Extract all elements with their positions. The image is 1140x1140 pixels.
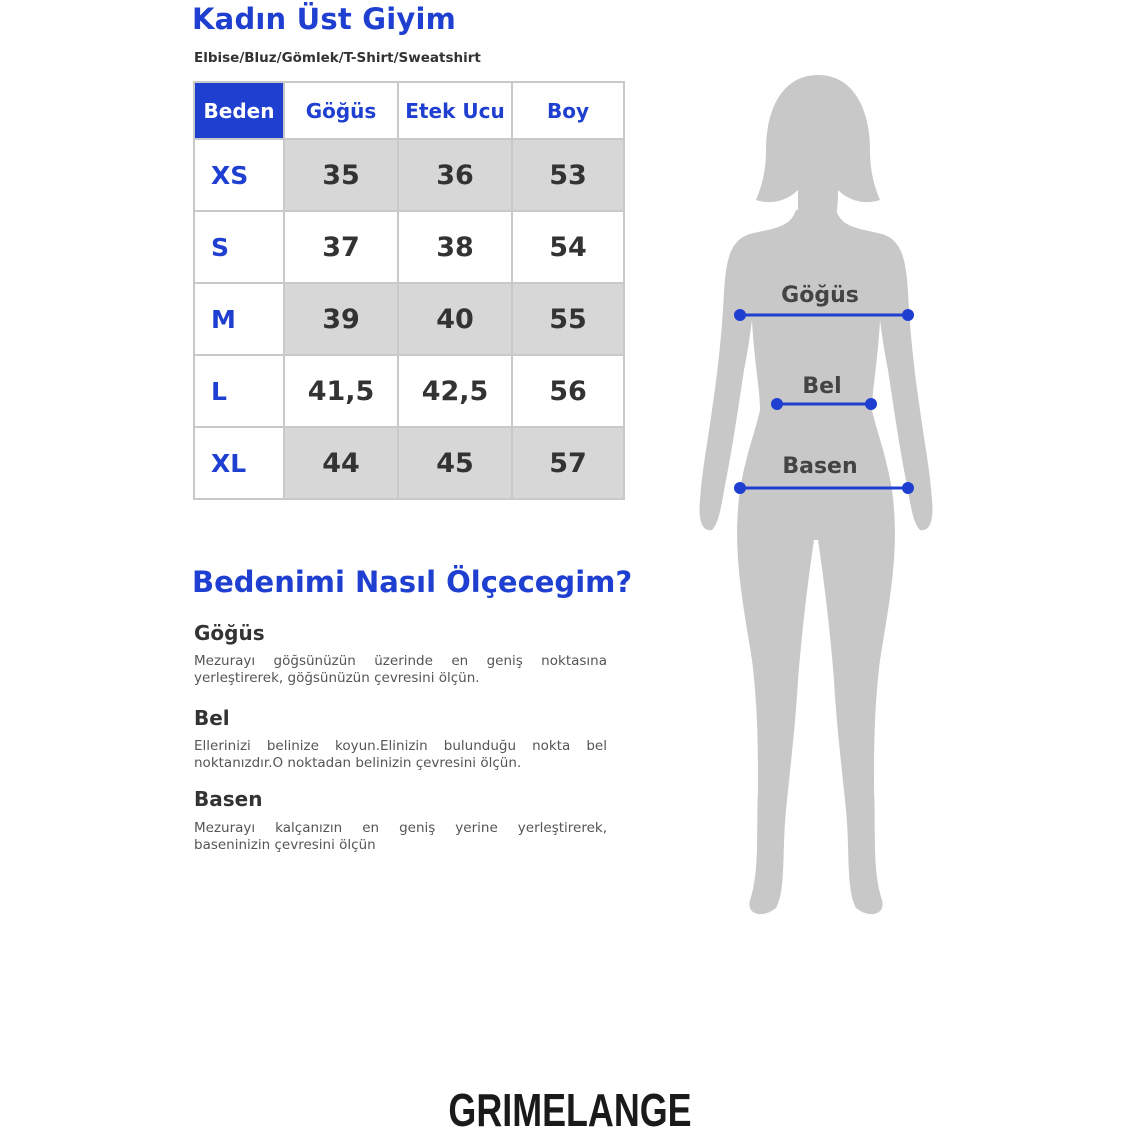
size-cell: M (194, 283, 284, 355)
size-cell: L (194, 355, 284, 427)
silhouette-shape (700, 75, 933, 914)
chest-right-dot (902, 309, 914, 321)
table-row (194, 139, 624, 211)
section-heading-gogus: Göğüs (194, 621, 265, 645)
table-row (194, 211, 624, 283)
boy-cell: 54 (512, 211, 624, 283)
gogus-cell: 37 (284, 211, 398, 283)
waist-left-dot (771, 398, 783, 410)
body-silhouette (690, 70, 970, 940)
brand-logo: GRIMELANGE (448, 1084, 692, 1136)
etek-cell: 40 (398, 283, 512, 355)
hip-right-dot (902, 482, 914, 494)
size-cell: S (194, 211, 284, 283)
page-subtitle: Elbise/Bluz/Gömlek/T-Shirt/Sweatshirt (194, 50, 481, 66)
header-boy: Boy (512, 82, 624, 139)
boy-cell: 55 (512, 283, 624, 355)
gogus-cell: 39 (284, 283, 398, 355)
gogus-cell: 41,5 (284, 355, 398, 427)
section-heading-bel: Bel (194, 706, 230, 730)
boy-cell: 53 (512, 139, 624, 211)
waist-label: Bel (802, 374, 842, 399)
header-beden: Beden (194, 82, 284, 139)
section-text-bel: Ellerinizi belinize koyun.Elinizin bulunduğu nokta bel noktanızdır.O noktadan belinizin çevresini ölçün. (194, 738, 607, 771)
header-etek-ucu: Etek Ucu (398, 82, 512, 139)
etek-cell: 45 (398, 427, 512, 499)
hip-label: Basen (782, 454, 858, 479)
boy-cell: 57 (512, 427, 624, 499)
table-row (194, 283, 624, 355)
size-cell: XS (194, 139, 284, 211)
page-title: Kadın Üst Giyim (192, 2, 457, 36)
etek-cell: 38 (398, 211, 512, 283)
section-text-basen: Mezurayı kalçanızın en geniş yerine yerleştirerek, baseninizin çevresini ölçün (194, 820, 607, 853)
size-cell: XL (194, 427, 284, 499)
gogus-cell: 44 (284, 427, 398, 499)
chest-left-dot (734, 309, 746, 321)
gogus-cell: 35 (284, 139, 398, 211)
section-heading-basen: Basen (194, 787, 263, 811)
table-row (194, 355, 624, 427)
header-gogus: Göğüs (284, 82, 398, 139)
etek-cell: 42,5 (398, 355, 512, 427)
hip-left-dot (734, 482, 746, 494)
table-header-row (194, 82, 624, 139)
size-table (193, 81, 625, 500)
howto-title: Bedenimi Nasıl Ölçecegim? (192, 565, 633, 599)
waist-right-dot (865, 398, 877, 410)
boy-cell: 56 (512, 355, 624, 427)
section-text-gogus: Mezurayı göğsünüzün üzerinde en geniş noktasına yerleştirerek, göğsünüzün çevresini ölçün. (194, 653, 607, 686)
chest-label: Göğüs (781, 283, 859, 308)
table-row (194, 427, 624, 499)
etek-cell: 36 (398, 139, 512, 211)
